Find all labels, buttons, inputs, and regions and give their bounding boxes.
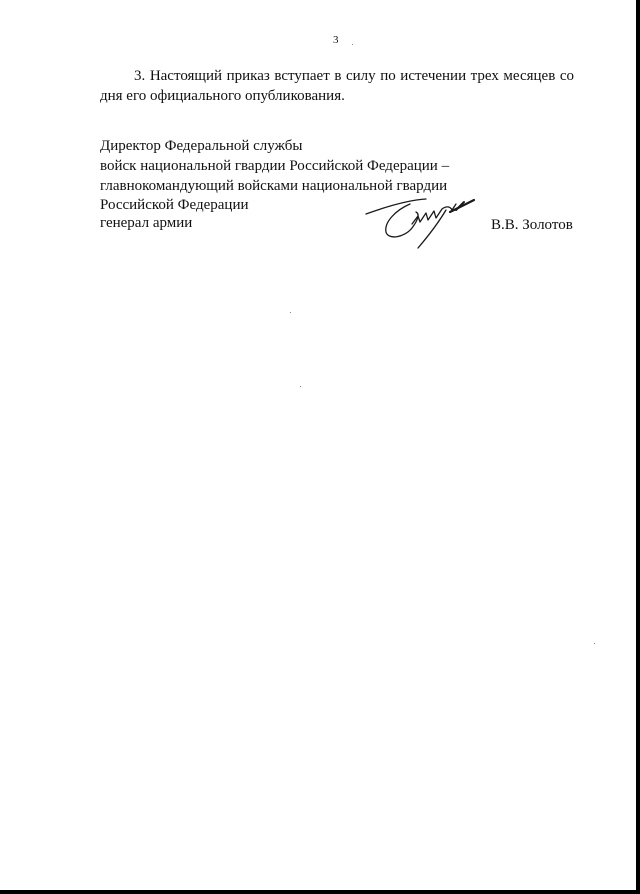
paragraph-text: 3. Настоящий приказ вступает в силу по истечении трех месяцев со дня его официального опубликования.	[100, 68, 574, 104]
signature-icon	[360, 194, 480, 250]
signatory-title-line-1: Директор Федеральной службы	[100, 138, 303, 154]
paragraph-item-3	[100, 66, 574, 106]
scan-speck	[290, 312, 291, 313]
signatory-rank: генерал армии	[100, 215, 193, 231]
signatory-name: В.В. Золотов	[491, 217, 573, 233]
page-number: 3	[333, 34, 339, 46]
signatory-title-line-2: войск национальной гвардии Российской Федерации –	[100, 158, 450, 174]
signatory-title-line-3: главнокомандующий войсками национальной гвардии	[100, 178, 448, 194]
scan-edge-bottom	[0, 890, 640, 894]
scan-speck	[352, 44, 353, 45]
scan-speck	[594, 643, 595, 644]
scan-edge-right	[636, 0, 640, 894]
signatory-title-line-4: Российской Федерации	[100, 197, 249, 213]
scan-speck	[300, 386, 301, 387]
